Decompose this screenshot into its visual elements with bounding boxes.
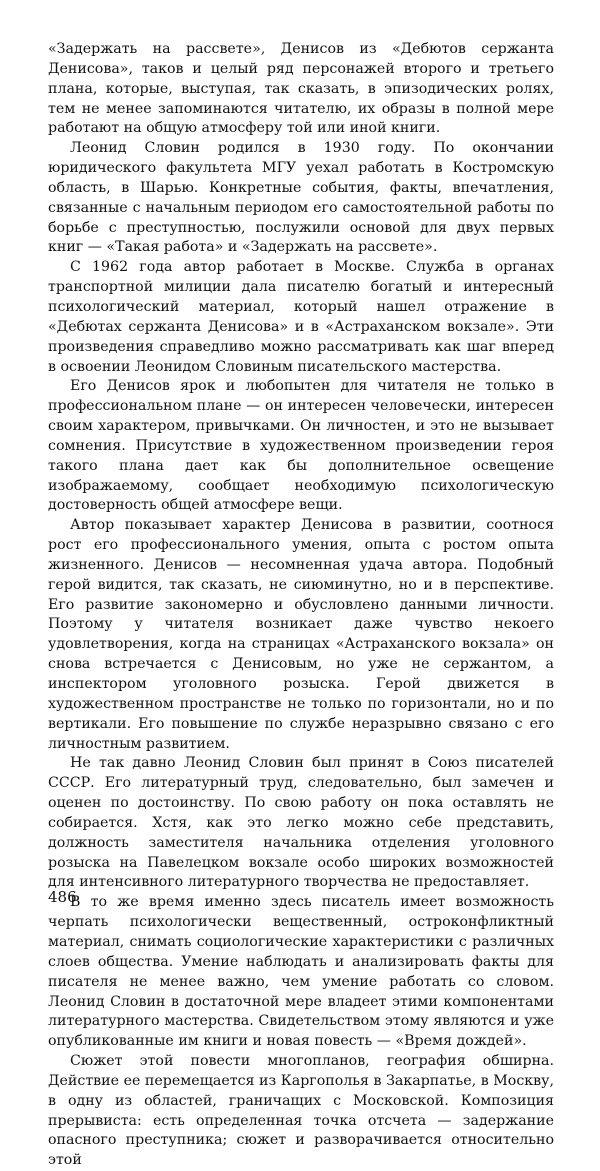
page-text-body <box>48 40 554 1171</box>
paragraph: Леонид Словин родился в 1930 году. По окончании юридического факультета МГУ уехал работать в Костромскую область, в Шарью. Конкретные события, факты, впечатления, связанные с начальным периодом его самостоятельной работы по борьбе с преступностью, послужили основой для двух первых книг — «Такая работа» и «Задержать на рассвете». <box>48 140 554 256</box>
paragraph: С 1962 года автор работает в Москве. Служба в органах транспортной милиции дала писателю богатый и интересный психологический материал, который нашел отражение в «Дебютах сержанта Денисова» и в «Астраханском вокзале». Эти произведения справедливо можно рассматривать как шаг вперед в освоении Леонидом Словиным писательского мастерства. <box>48 259 554 375</box>
paragraph-continuation: «Задержать на рассвете», Денисов из «Дебютов сержанта Денисова», таков и целый ряд персонажей второго и третьего плана, которые, выступая, так сказать, в эпизодических ролях, тем не менее запоминаются читателю, их образы в полной мере работают на общую атмосферу той или иной книги. <box>48 41 554 137</box>
paragraph: В то же время именно здесь писатель имеет возможность черпать психологически вещественный, остроконфликтный материал, снимать социологические характеристики с различных слоев общества. Умение наблюдать и анализировать факты для писателя не менее важно, чем умение работать со словом. Леонид Словин в достаточной мере владеет этими компонентами литературного мастерства. Свидетельством этому являются и уже опубликованные им книги и новая повесть — «Время дождей». <box>48 894 554 1050</box>
paragraph: Не так давно Леонид Словин был принят в Союз писателей СССР. Его литературный труд, следовательно, был замечен и оценен по достоинству. По свою работу он пока оставлять не собирается. Хстя, как это легко можно себе представить, должность заместителя начальника отделения уголовного розыска на Павелецком вокзале особо широких возможностей для интенсивного литературного творчества не предоставляет. <box>48 755 554 891</box>
paragraph: Автор показывает характер Денисова в развитии, соотнося рост его профессионального умения, опыта с ростом опыта жизненного. Денисов — несомненная удача автора. Подобный герой видится, так сказать, не сиюминутно, но и в перспективе. Его развитие закономерно и обусловлено данными личности. Поэтому у читателя возникает даже чувство некоего удовлетворения, когда на страницах «Астраханского вокзала» он снова встречается с Денисовым, но уже не сержантом, а инспектором уголовного розыска. Герой движется в художественном пространстве не только по горизонтали, но и по вертикали. Его повышение по службе неразрывно связано с его личностным развитием. <box>48 517 554 752</box>
paragraph: Его Денисов ярок и любопытен для читателя не только в профессиональном плане — он интересен человечески, интересен своим характером, привычками. Он личностен, и это не вызывает сомнения. Присутствие в художественном произведении героя такого плана дает как бы дополнительное освещение изображаемому, сообщает необходимую психологическую достоверность общей атмосфере вещи. <box>48 378 554 514</box>
page-number: 486 <box>48 888 77 906</box>
paragraph: Сюжет этой повести многопланов, география обширна. Действие ее перемещается из Каргополья в Закарпатье, в Москву, в одну из областей, граничащих с Московской. Композиция прерывиста: есть определенная точка отсчета — задержание опасного преступника; сюжет и разворачивается относительно этой <box>48 1053 554 1169</box>
